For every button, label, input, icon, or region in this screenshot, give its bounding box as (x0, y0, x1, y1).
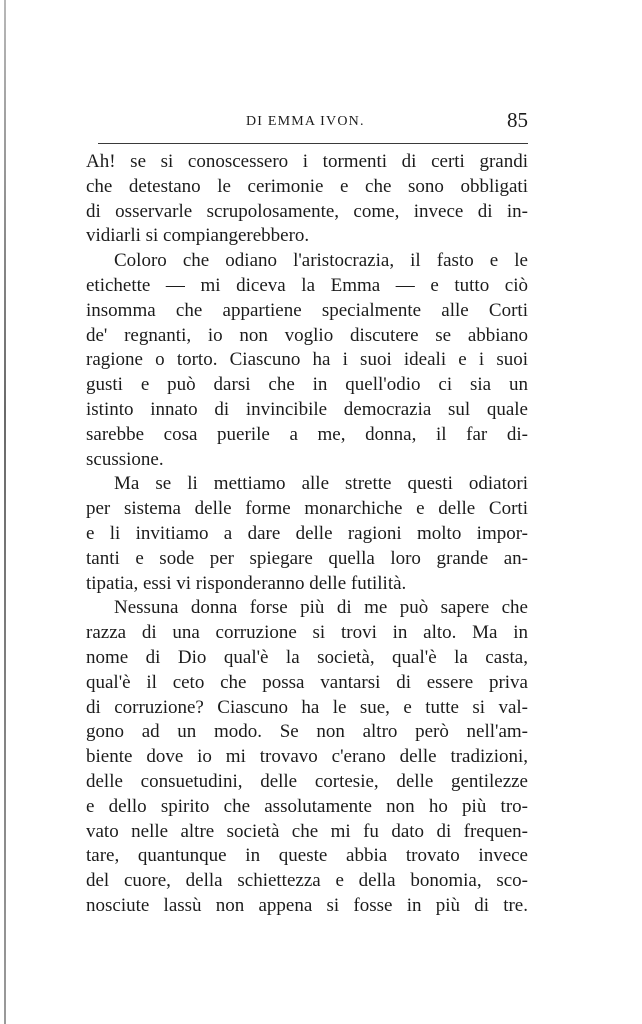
running-title: DI EMMA IVON. (246, 114, 365, 129)
text-line: e dello spirito che assolutamente non ho più tro- (86, 795, 528, 817)
text-line: nome di Dio qual'è la società, qual'è la casta, (86, 646, 528, 668)
text-line: etichette — mi diceva la Emma — e tutto ciò (86, 274, 528, 296)
text-line: che detestano le cerimonie e che sono obbligati (86, 175, 528, 197)
text-line: insomma che appartiene specialmente alle Corti (86, 299, 528, 321)
text-line: di osservarle scrupolosamente, come, invece di in- (86, 200, 528, 222)
page-number: 85 (507, 108, 528, 132)
text-line: qual'è il ceto che possa vantarsi di essere priva (86, 671, 528, 693)
text-line: tare, quantunque in queste abbia trovato invece (86, 845, 528, 867)
text-line: sarebbe cosa puerile a me, donna, il far di- (86, 423, 528, 445)
text-line: biente dove io mi trovavo c'erano delle tradizioni, (86, 746, 528, 768)
text-line: di corruzione? Ciascuno ha le sue, e tutte si val- (86, 696, 528, 718)
text-line: vidiarli si compiangerebbero. (86, 225, 310, 247)
text-line: e li invitiamo a dare delle ragioni molto impor- (86, 522, 528, 544)
paragraph-start: Ma se li mettiamo alle strette questi odiatori (114, 473, 528, 495)
text-line: ragione o torto. Ciascuno ha i suoi ideali e i suoi (86, 349, 528, 371)
body-text (86, 150, 528, 919)
text-line: Ah! se si conoscessero i tormenti di certi grandi (86, 151, 528, 172)
text-line: per sistema delle forme monarchiche e delle Corti (86, 498, 528, 520)
page-header (86, 108, 528, 138)
text-line: tipatia, essi vi risponderanno delle futilità. (86, 572, 407, 594)
text-line: scussione. (86, 448, 164, 470)
text-line: gono ad un modo. Se non altro però nell'am- (86, 721, 528, 743)
text-line: tanti e sode per spiegare quella loro grande an- (86, 547, 528, 569)
text-line: razza di una corruzione si trovi in alto. Ma in (86, 622, 528, 644)
header-rule (98, 143, 528, 144)
text-line: nosciute lassù non appena si fosse in più di tre. (86, 894, 528, 916)
paragraph-start: Coloro che odiano l'aristocrazia, il fasto e le (114, 250, 528, 272)
page-binding-edge (4, 0, 6, 1024)
text-line: delle consuetudini, delle cortesie, delle gentilezze (86, 770, 528, 792)
text-line: istinto innato di invincibile democrazia sul quale (86, 398, 528, 420)
text-line: vato nelle altre società che mi fu dato di frequen- (86, 820, 528, 842)
text-line: gusti e può darsi che in quell'odio ci sia un (86, 374, 528, 396)
paragraph-start: Nessuna donna forse più di me può sapere che (114, 597, 528, 619)
text-line: de' regnanti, io non voglio discutere se abbiano (86, 324, 528, 346)
text-line: del cuore, della schiettezza e della bonomia, sco- (86, 870, 528, 892)
